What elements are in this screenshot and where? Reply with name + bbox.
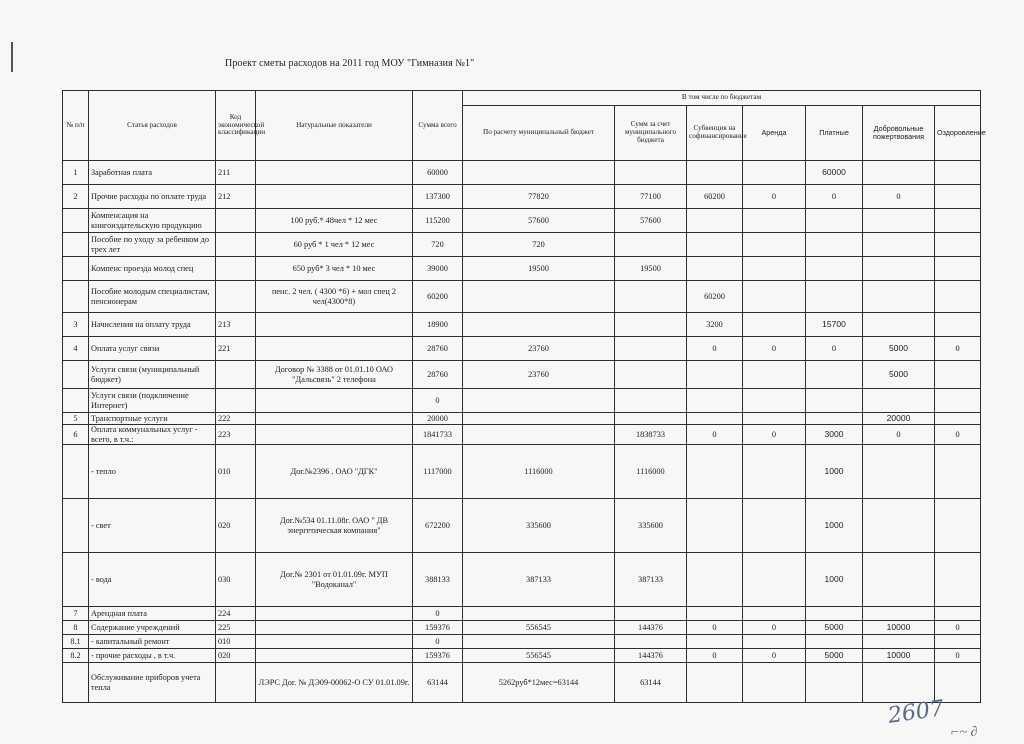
cell-num [63,499,89,553]
cell-natural: 100 руб.* 48чел * 12 мес [256,209,413,233]
cell-article: Обслуживание приборов учета тепла [89,663,216,703]
cell-subv: 60200 [687,185,743,209]
cell-acct: 19500 [615,257,687,281]
table-row [63,635,981,649]
cell-sum: 20000 [413,413,463,425]
cell-code [216,257,256,281]
table-row [63,313,981,337]
cell-article: - капитальный ремонт [89,635,216,649]
cell-natural [256,649,413,663]
cell-num [63,233,89,257]
cell-calc: 77820 [463,185,615,209]
cell-calc: 57600 [463,209,615,233]
cell-paid [806,607,863,621]
cell-paid [806,257,863,281]
cell-acct [615,281,687,313]
cell-paid [806,389,863,413]
cell-code: 211 [216,161,256,185]
cell-subv [687,361,743,389]
cell-num: 5 [63,413,89,425]
cell-calc [463,389,615,413]
handwritten-scribble: ⌐~ ∂ [950,725,978,740]
cell-calc: 1116000 [463,445,615,499]
cell-don: 10000 [863,649,935,663]
cell-don [863,281,935,313]
header-paid: Платные [806,106,863,161]
table-row [63,607,981,621]
cell-subv [687,635,743,649]
cell-code: 212 [216,185,256,209]
cell-paid: 0 [806,337,863,361]
cell-rent [743,445,806,499]
cell-acct: 57600 [615,209,687,233]
cell-calc: 5262руб*12мес=63144 [463,663,615,703]
header-article: Статья расходов [89,91,216,161]
cell-calc [463,313,615,337]
cell-sum: 18900 [413,313,463,337]
cell-health [935,185,981,209]
cell-num [63,361,89,389]
cell-sum: 159376 [413,621,463,635]
cell-acct [615,361,687,389]
cell-natural [256,185,413,209]
cell-num: 8.1 [63,635,89,649]
cell-article: Услуги связи (муниципальный бюджет) [89,361,216,389]
cell-health [935,389,981,413]
cell-subv [687,607,743,621]
cell-article: - прочие расходы , в т.ч. [89,649,216,663]
cell-code [216,209,256,233]
cell-calc: 23760 [463,337,615,361]
cell-don [863,313,935,337]
cell-rent [743,281,806,313]
cell-sum: 1841733 [413,425,463,445]
cell-num: 8.2 [63,649,89,663]
cell-health [935,499,981,553]
cell-sum: 0 [413,389,463,413]
cell-acct [615,607,687,621]
cell-num: 3 [63,313,89,337]
table-body [63,161,981,703]
cell-paid [806,413,863,425]
header-municipal-calc: По расчету муниципальный бюджет [463,106,615,161]
table-row [63,413,981,425]
header-health: Оздоровление [935,106,981,161]
cell-don [863,389,935,413]
cell-num: 7 [63,607,89,621]
cell-sum: 63144 [413,663,463,703]
cell-sum: 0 [413,607,463,621]
cell-rent [743,413,806,425]
cell-acct: 144376 [615,621,687,635]
budget-table [62,90,986,703]
cell-health [935,313,981,337]
header-municipal-account: Сумм за счет муниципального бюджета [615,106,687,161]
header-subvention: Субвенция на софинансирование [687,106,743,161]
cell-article: Начисления на оплату труда [89,313,216,337]
cell-code: 030 [216,553,256,607]
cell-rent: 0 [743,621,806,635]
cell-article: - свет [89,499,216,553]
cell-num [63,389,89,413]
cell-natural: Дог.№ 2301 от 01.01.09г. МУП "Водоканал" [256,553,413,607]
cell-health [935,281,981,313]
cell-num: 2 [63,185,89,209]
cell-natural: Договор № 3388 от 01.01.10 ОАО "Дальсвязь" 2 телефона [256,361,413,389]
cell-calc: 19500 [463,257,615,281]
cell-don [863,499,935,553]
cell-acct [615,161,687,185]
cell-natural: 650 руб* 3 чел * 10 мес [256,257,413,281]
cell-don [863,607,935,621]
cell-sum: 159376 [413,649,463,663]
cell-natural [256,607,413,621]
header-budgets-group: В том числе по бюджетам [463,91,981,106]
cell-code [216,361,256,389]
cell-article: Оплата коммунальных услуг - всего, в т.ч.: [89,425,216,445]
handwritten-note: 2607 [886,696,946,729]
cell-don: 0 [863,185,935,209]
header-sum: Сумма всего [413,91,463,161]
cell-paid: 5000 [806,649,863,663]
document-title: Проект сметы расходов на 2011 год МОУ "Гимназия №1" [225,58,475,69]
cell-subv: 60200 [687,281,743,313]
cell-code: 020 [216,499,256,553]
cell-acct: 1838733 [615,425,687,445]
cell-health: 0 [935,337,981,361]
cell-sum: 388133 [413,553,463,607]
cell-calc [463,281,615,313]
cell-code: 224 [216,607,256,621]
cell-code: 010 [216,635,256,649]
cell-code [216,663,256,703]
cell-num: 4 [63,337,89,361]
cell-sum: 115200 [413,209,463,233]
cell-health [935,209,981,233]
header-code: Код экономической классификации [216,91,256,161]
cell-natural [256,389,413,413]
cell-subv: 0 [687,425,743,445]
table-row [63,209,981,233]
cell-article: Компенс проезда молод спец [89,257,216,281]
cell-code: 222 [216,413,256,425]
cell-don [863,553,935,607]
cell-calc [463,413,615,425]
cell-paid: 1000 [806,499,863,553]
cell-rent: 0 [743,425,806,445]
cell-rent [743,313,806,337]
cell-paid: 1000 [806,445,863,499]
cell-sum: 672200 [413,499,463,553]
cell-rent [743,257,806,281]
cell-natural: ЛЭРС Дог. № ДЭ09-00062-О СУ 01.01.09г. [256,663,413,703]
cell-article: Содержание учреждений [89,621,216,635]
table-row [63,621,981,635]
cell-health: 0 [935,649,981,663]
cell-acct [615,413,687,425]
cell-sum: 60000 [413,161,463,185]
cell-article: Прочие расходы по оплате труда [89,185,216,209]
cell-subv: 0 [687,337,743,361]
cell-code: 225 [216,621,256,635]
cell-paid [806,209,863,233]
cell-rent [743,389,806,413]
cell-health: 0 [935,621,981,635]
cell-article: Компенсация на книгоиздательскую продукцию [89,209,216,233]
cell-health [935,553,981,607]
cell-subv [687,257,743,281]
cell-rent [743,161,806,185]
header-rent: Аренда [743,106,806,161]
cell-acct [615,233,687,257]
cell-paid [806,361,863,389]
cell-natural: Дог.№534 01.11.08г. ОАО " ДВ энергетическая компания" [256,499,413,553]
cell-calc: 335600 [463,499,615,553]
table-row [63,337,981,361]
table-row [63,553,981,607]
cell-acct: 1116000 [615,445,687,499]
cell-subv [687,413,743,425]
cell-subv: 0 [687,649,743,663]
cell-rent: 0 [743,649,806,663]
cell-article: Транспортные услуги [89,413,216,425]
cell-rent [743,635,806,649]
cell-health [935,257,981,281]
cell-num: 8 [63,621,89,635]
cell-subv [687,499,743,553]
cell-article: Оплата услуг связи [89,337,216,361]
cell-acct: 77100 [615,185,687,209]
cell-health [935,413,981,425]
cell-sum: 28760 [413,337,463,361]
cell-don [863,209,935,233]
cell-don: 10000 [863,621,935,635]
cell-calc: 720 [463,233,615,257]
cell-natural: Дог.№2396 . ОАО "ДГК" [256,445,413,499]
cell-don [863,257,935,281]
cell-natural: 60 руб * 1 чел * 12 мес [256,233,413,257]
cell-don [863,445,935,499]
cell-article: Заработная плата [89,161,216,185]
cell-rent: 0 [743,185,806,209]
cell-subv: 0 [687,621,743,635]
cell-num: 1 [63,161,89,185]
cell-health [935,607,981,621]
cell-rent [743,499,806,553]
cell-num [63,209,89,233]
table-row [63,361,981,389]
cell-natural [256,621,413,635]
table-row [63,649,981,663]
cell-don: 0 [863,425,935,445]
cell-sum: 28760 [413,361,463,389]
table-row [63,499,981,553]
cell-paid: 3000 [806,425,863,445]
cell-num [63,663,89,703]
cell-acct: 63144 [615,663,687,703]
cell-rent: 0 [743,337,806,361]
cell-natural [256,161,413,185]
cell-rent [743,233,806,257]
cell-don: 20000 [863,413,935,425]
cell-rent [743,209,806,233]
cell-article: - вода [89,553,216,607]
cell-health [935,233,981,257]
table-row [63,445,981,499]
cell-sum: 0 [413,635,463,649]
cell-acct [615,313,687,337]
cell-acct: 387133 [615,553,687,607]
cell-code: 020 [216,649,256,663]
cell-rent [743,607,806,621]
cell-sum: 137300 [413,185,463,209]
table-row [63,425,981,445]
cell-code: 223 [216,425,256,445]
cell-calc [463,425,615,445]
cell-code: 213 [216,313,256,337]
cell-rent [743,361,806,389]
cell-paid [806,233,863,257]
cell-sum: 720 [413,233,463,257]
cell-don: 5000 [863,337,935,361]
cell-code [216,389,256,413]
cell-code [216,281,256,313]
cell-natural [256,635,413,649]
cell-rent [743,663,806,703]
cell-code: 221 [216,337,256,361]
cell-don [863,233,935,257]
table-row [63,281,981,313]
cell-paid: 15700 [806,313,863,337]
cell-code: 010 [216,445,256,499]
cell-health [935,445,981,499]
cell-num: 6 [63,425,89,445]
cell-article: Пособие по уходу за ребенком до трех лет [89,233,216,257]
table-row [63,257,981,281]
cell-paid: 60000 [806,161,863,185]
cell-natural: пенс. 2 чел. ( 4300 *6) + мол спец 2 чел(4300*8) [256,281,413,313]
cell-num [63,281,89,313]
cell-don [863,161,935,185]
cell-calc [463,161,615,185]
margin-mark [11,42,13,72]
cell-subv [687,209,743,233]
cell-natural [256,313,413,337]
cell-paid [806,663,863,703]
cell-natural [256,413,413,425]
table-row [63,389,981,413]
cell-don: 5000 [863,361,935,389]
cell-health [935,635,981,649]
cell-paid: 0 [806,185,863,209]
cell-calc: 23760 [463,361,615,389]
cell-code [216,233,256,257]
table-row [63,161,981,185]
cell-subv [687,389,743,413]
cell-rent [743,553,806,607]
cell-paid: 1000 [806,553,863,607]
cell-subv [687,161,743,185]
cell-calc: 556545 [463,649,615,663]
cell-article: Услуги связи (подключение Интернет) [89,389,216,413]
cell-num [63,257,89,281]
cell-acct [615,389,687,413]
table-row [63,233,981,257]
header-natural: Натуральные показатели [256,91,413,161]
cell-sum: 39000 [413,257,463,281]
cell-subv [687,233,743,257]
cell-paid: 5000 [806,621,863,635]
cell-calc [463,635,615,649]
cell-health: 0 [935,425,981,445]
cell-subv: 3200 [687,313,743,337]
cell-calc [463,607,615,621]
table-row [63,185,981,209]
cell-don [863,635,935,649]
cell-num [63,445,89,499]
header-donations: Добровольные пожертвования [863,106,935,161]
cell-article: Арендная плата [89,607,216,621]
cell-health [935,361,981,389]
header-num: № п/п [63,91,89,161]
cell-acct: 335600 [615,499,687,553]
cell-article: Пособие молодым специалистам, пенсионерам [89,281,216,313]
cell-don [863,663,935,703]
cell-natural [256,425,413,445]
cell-subv [687,553,743,607]
cell-natural [256,337,413,361]
cell-num [63,553,89,607]
cell-health [935,161,981,185]
cell-sum: 60200 [413,281,463,313]
cell-calc: 387133 [463,553,615,607]
cell-acct [615,337,687,361]
cell-subv [687,445,743,499]
table-row [63,663,981,703]
cell-paid [806,635,863,649]
cell-subv [687,663,743,703]
cell-paid [806,281,863,313]
cell-sum: 1117000 [413,445,463,499]
cell-acct: 144376 [615,649,687,663]
cell-acct [615,635,687,649]
cell-calc: 556545 [463,621,615,635]
cell-article: - тепло [89,445,216,499]
